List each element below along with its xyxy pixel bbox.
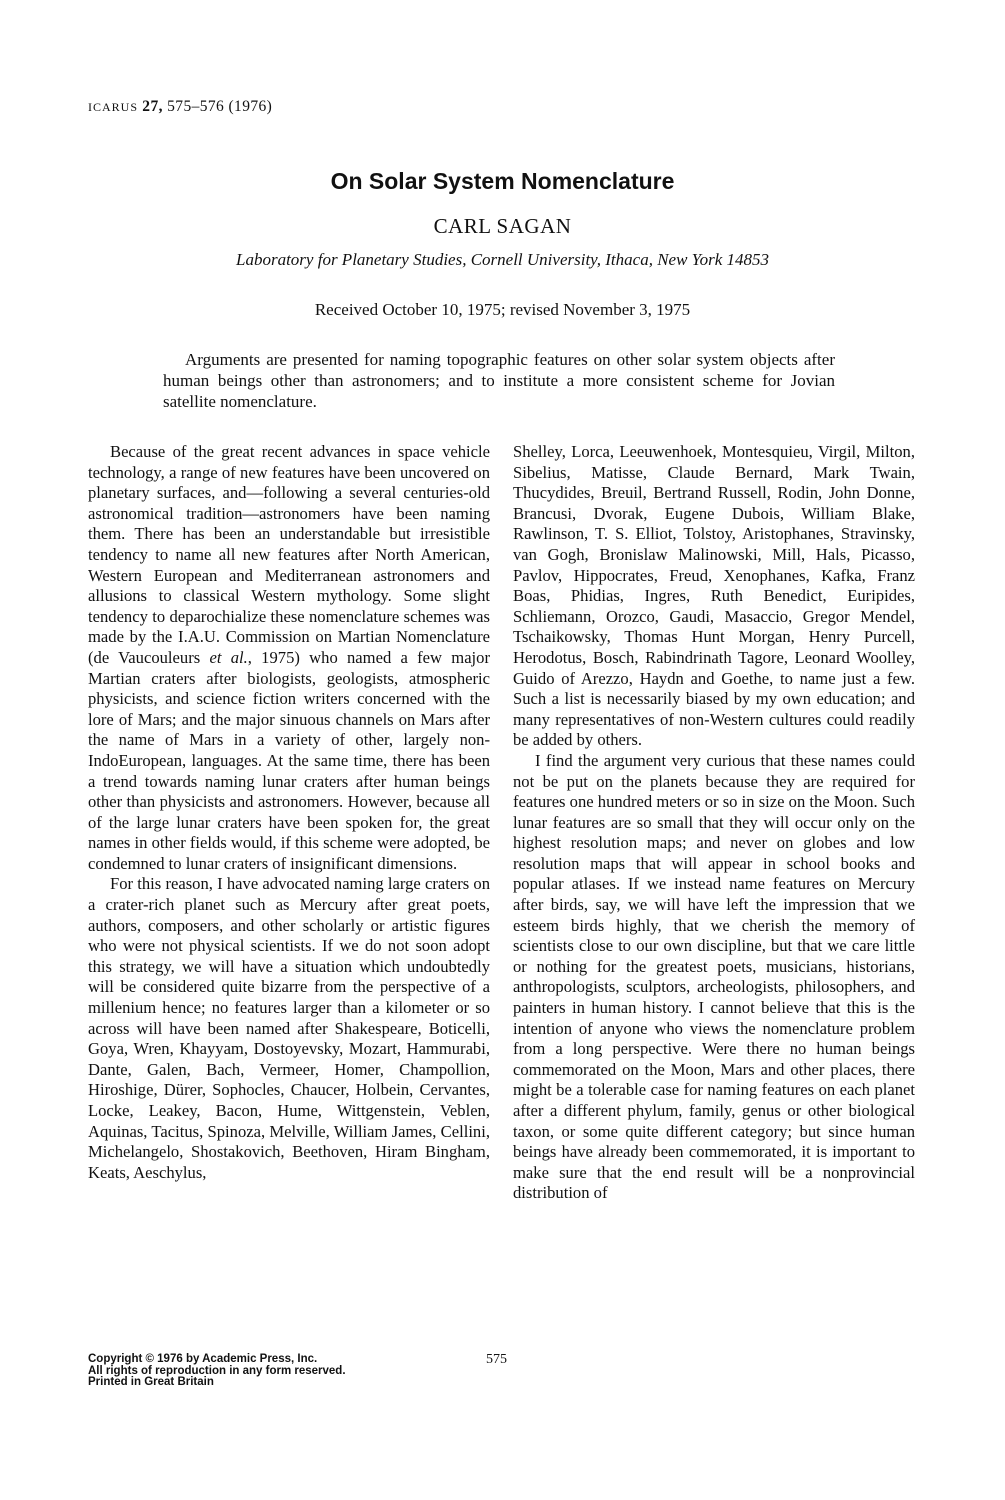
paragraph-3: I find the argument very curious that these names could not be put on the planets because they are required for features one hundred meters or so in size on the Moon. Such lunar features are so small that they will occur only on the highest resolution maps; and never on globes and low resolution maps that will appear in school books and popular atlases. If we instead name features on Mercury after birds, say, we will have left the impression that we esteem birds highly, that we cherish the memory of scientists close to our own discipline, but that we care little or nothing for the greatest poets, musicians, historians, anthropologists, sculptors, archeologists, philosophers, and painters in human history. I cannot believe that this is the intention of anyone who views the nomenclature problem from a long perspective. Were there no human beings commemorated on the Moon, Mars and other places, there might be a tolerable case for naming features on each planet after a different phylum, family, genus or other biological taxon, or some quite different category; but since human beings have already been commemorated, it is important to make sure that the end result will be a nonprovincial distribution of: [513, 750, 915, 1203]
paragraph-1-text-a: Because of the great recent advances in space vehicle technology, a range of new features have been uncovered on planetary surfaces, and—following a several centuries-old astronomical tradition—astronomers have been naming them. There has been an understandable but irresistible tendency to name all new features after North American, Western European and Mediterranean astronomers and allusions to classical Western mythology. Some slight tendency to deparochialize these nomenclature schemes was made by the I.A.U. Commission on Martian Nomenclature (de Vaucouleurs: [88, 442, 490, 667]
paragraph-2-continued: Shelley, Lorca, Leeuwenhoek, Montesquieu, Virgil, Milton, Sibelius, Matisse, Claude Bernard, Mark Twain, Thucydides, Breuil, Bertrand Russell, Rodin, John Donne, Brancusi, Dvorak, Eugene Dubois, William Blake, Rawlinson, T. S. Elliot, Tolstoy, Aristophanes, Stravinsky, van Gogh, Bronislaw Malinowski, Mill, Hals, Picasso, Pavlov, Hippocrates, Freud, Xenophanes, Kafka, Franz Boas, Phidias, Ingres, Ruth Benedict, Euripides, Schliemann, Orozco, Gaudi, Masaccio, Gregor Mendel, Tschaikowsky, Thomas Hunt Morgan, Henry Purcell, Herodotus, Bosch, Rabindrinath Tagore, Leonard Woolley, Guido of Arezzo, Haydn and Goethe, to name just a few. Such a list is necessarily biased by my own education; and many representatives of non-Western cultures could readily be added by others.: [513, 442, 915, 750]
printed-line: Printed in Great Britain: [88, 1376, 214, 1388]
article-title: On Solar System Nomenclature: [330, 168, 675, 194]
journal-citation: [88, 98, 272, 116]
copyright-footer: [88, 1354, 346, 1389]
paragraph-2: For this reason, I have advocated naming large craters on a crater-rich planet such as Mercury after great poets, authors, composers, and other scholarly or artistic figures who were not physical scientists. If we do not soon adopt this strategy, we will have a situation which undoubtedly will be considered quite bizarre from the perspective of a millenium hence; no features larger than a kilometer or so across will have been named after Shakespeare, Boticelli, Goya, Wren, Khayyam, Dostoyevsky, Mozart, Hammurabi, Dante, Galen, Bach, Vermeer, Homer, Champollion, Hiroshige, Dürer, Sophocles, Chaucer, Holbein, Cervantes, Locke, Leakey, Bacon, Hume, Wittgenstein, Veblen, Aquinas, Tacitus, Spinoza, Melville, William James, Cellini, Michelangelo, Shostakovich, Beethoven, Hiram Bingham, Keats, Aeschylus,: [88, 874, 490, 1182]
copyright-line: Copyright © 1976 by Academic Press, Inc.: [88, 1353, 318, 1365]
et-al-citation: et al.: [209, 647, 248, 667]
article-author: CARL SAGAN: [433, 214, 572, 238]
journal-name: ICARUS: [88, 100, 139, 114]
paragraph-1-text-b: , 1975) who named a few major Martian craters after biologists, geologists, atmospheric physicists, and science fiction writers concerned with the lore of Mars; and the major sinuous channels on Mars after the name of Mars in a variety of other, largely non-IndoEuropean, languages. At the same time, there has been a trend towards naming lunar craters after human beings other than physicists and astronomers. However, because all of the large lunar craters have been spoken for, the great names in other fields would, if this scheme were adopted, be condemned to lunar craters of insignificant dimensions.: [88, 647, 490, 873]
author-affiliation: Laboratory for Planetary Studies, Cornell University, Ithaca, New York 14853: [236, 250, 769, 269]
page-number: 575: [486, 1352, 507, 1367]
rights-line: All rights of reproduction in any form reserved.: [88, 1364, 346, 1377]
journal-pages-year: 575–576 (1976): [167, 98, 273, 115]
received-dates: Received October 10, 1975; revised November 3, 1975: [314, 300, 691, 319]
body-column-right: [513, 442, 915, 1204]
journal-volume: 27,: [142, 98, 163, 115]
paragraph-1: [88, 442, 490, 874]
abstract: Arguments are presented for naming topographic features on other solar system objects after human beings other than astronomers; and to institute a more consistent scheme for Jovian satellite nomenclature.: [163, 350, 835, 411]
body-column-left: [88, 442, 490, 1183]
